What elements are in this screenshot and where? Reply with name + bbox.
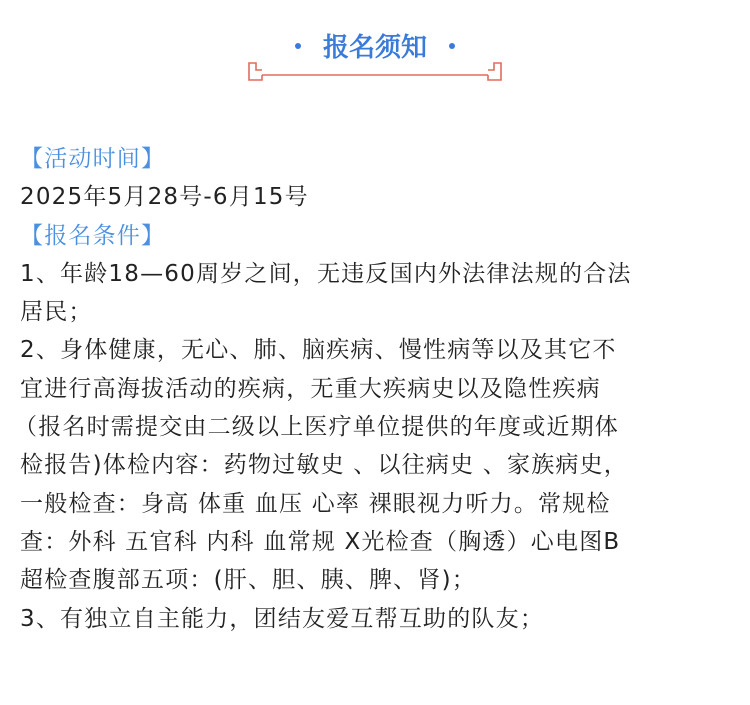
title-left-dot: [295, 43, 301, 49]
conditions-line: 超检查腹部五项：(肝、胆、胰、脾、肾)；: [20, 567, 476, 594]
conditions-line: 宜进行高海拔活动的疾病，无重大疾病史以及隐性疾病: [20, 375, 601, 402]
conditions-line: 2、身体健康，无心、肺、脑疾病、慢性病等以及其它不: [20, 337, 617, 364]
notice-content: [14, 140, 735, 638]
conditions-line: 3、有独立自主能力，团结友爱互帮互助的队友；: [20, 605, 545, 632]
conditions-heading: 【报名条件】: [20, 222, 166, 249]
activity-time-value: 2025年5月28号-6月15号: [20, 184, 309, 211]
conditions-line: （报名时需提交由二级以上医疗单位提供的年度或近期体: [14, 414, 619, 441]
conditions-line: 查：外科 五官科 内科 血常规 X光检查（胸透）心电图B: [20, 528, 621, 555]
activity-time-heading: 【活动时间】: [20, 146, 166, 172]
conditions-line: 检报告)体检内容：药物过敏史 、以往病史 、家族病史，: [20, 452, 628, 479]
conditions-line: 居民；: [20, 299, 93, 326]
title-row: [0, 28, 750, 68]
conditions-line: 1、年龄18—60周岁之间，无违反国内外法律法规的合法: [20, 260, 632, 287]
page-title: 报名须知: [322, 33, 427, 63]
conditions-line: 一般检查：身高 体重 血压 心率 裸眼视力听力。常规检: [20, 490, 611, 517]
title-right-dot: [449, 43, 455, 49]
page-header: [0, 0, 750, 95]
